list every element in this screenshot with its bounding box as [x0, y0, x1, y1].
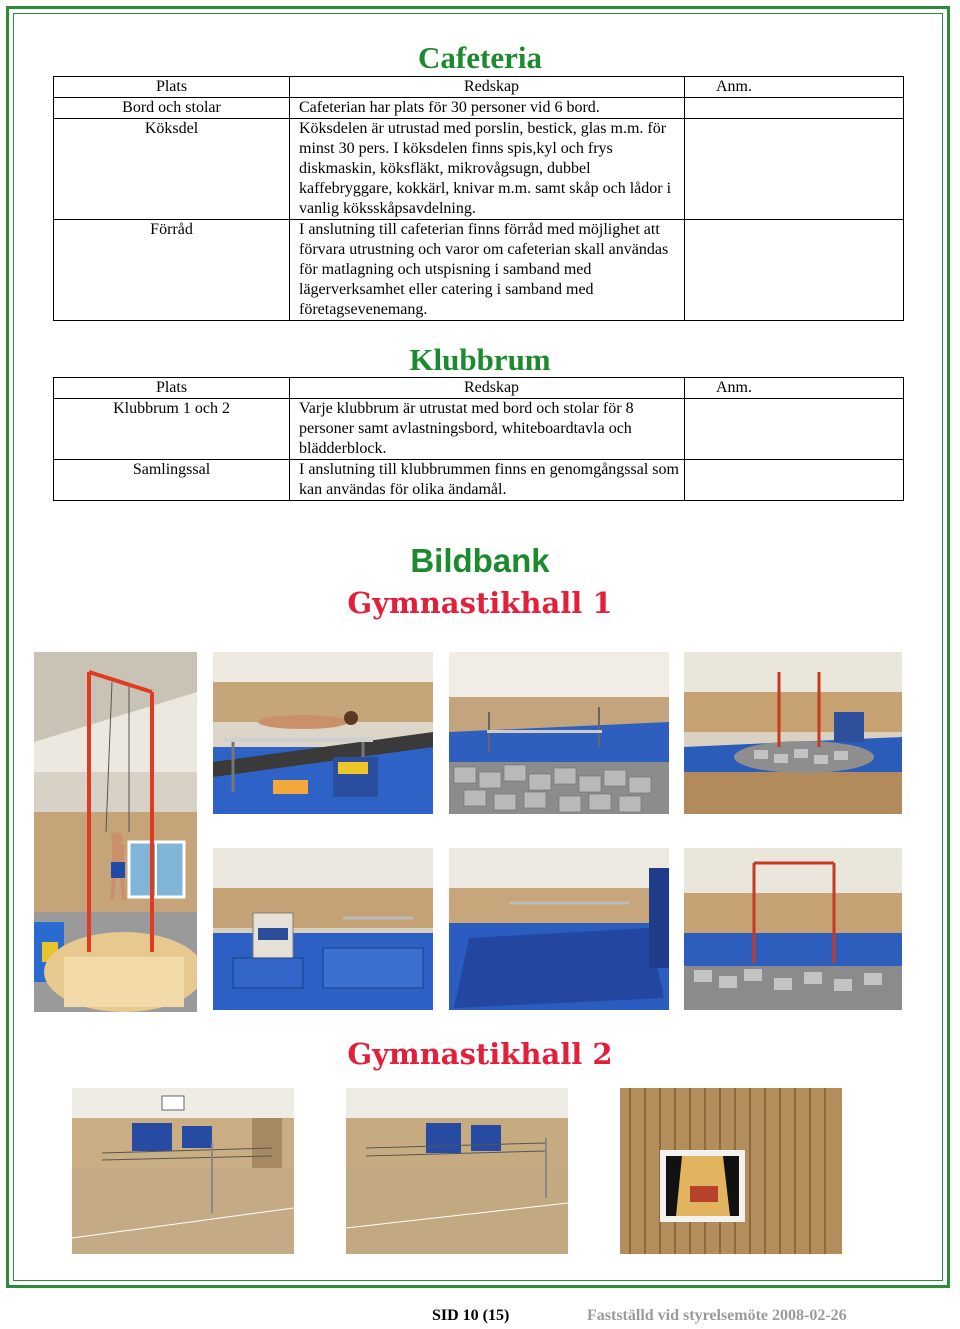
- table-header-row: [54, 378, 904, 399]
- gymnastikhall-2-title: Gymnastikhall 2: [347, 1037, 613, 1071]
- cell-anm: [685, 460, 904, 501]
- cafeteria-title: Cafeteria: [418, 40, 542, 75]
- table-row: [54, 220, 904, 321]
- header-redskap: Redskap: [290, 378, 685, 399]
- photo-vault-area: [213, 848, 433, 1010]
- cell-anm: [685, 98, 904, 119]
- photo-hall2-court-1: [72, 1088, 294, 1254]
- cell-anm: [685, 399, 904, 460]
- cafeteria-table: [53, 76, 904, 321]
- gymnastikhall-1-title: Gymnastikhall 1: [347, 586, 613, 620]
- photo-floor-mats: [449, 848, 669, 1010]
- cell-redskap: Köksdelen är utrustad med porslin, bestick, glas m.m. för minst 30 pers. I köksdelen finns spis,kyl och frys diskmaskin, köksfläkt, mikrovågsugn, dubbel kaffebryggare, kokkärl, knivar m.m. samt skåp och lådor i vanlig köksskåpsavdelning.: [290, 119, 685, 220]
- klubbrum-title: Klubbrum: [409, 342, 551, 377]
- table-row: [54, 460, 904, 501]
- klubbrum-table: [53, 377, 904, 501]
- photo-hall-overview-2: [684, 848, 902, 1010]
- cell-plats: Bord och stolar: [54, 98, 290, 119]
- photo-hall2-court-2: [346, 1088, 568, 1254]
- cell-redskap: Cafeterian har plats för 30 personer vid 6 bord.: [290, 98, 685, 119]
- page-number: SID 10 (15): [432, 1307, 510, 1324]
- header-redskap: Redskap: [290, 77, 685, 98]
- photo-hall2-window: [620, 1088, 842, 1254]
- table-row: [54, 98, 904, 119]
- cell-redskap: I anslutning till klubbrummen finns en genomgångssal som kan användas för olika ändamål.: [290, 460, 685, 501]
- header-plats: Plats: [54, 77, 290, 98]
- photo-foam-pit: [449, 652, 669, 814]
- cell-plats: Klubbrum 1 och 2: [54, 399, 290, 460]
- page-footer: [0, 1307, 960, 1329]
- photo-hall-overview-1: [684, 652, 902, 814]
- header-anm: Anm.: [685, 77, 904, 98]
- cell-plats: Samlingssal: [54, 460, 290, 501]
- table-row: [54, 399, 904, 460]
- cell-redskap: Varje klubbrum är utrustat med bord och stolar för 8 personer samt avlastningsbord, whiteboardtavla och blädderblock.: [290, 399, 685, 460]
- photo-parallel-bars: [213, 652, 433, 814]
- header-plats: Plats: [54, 378, 290, 399]
- header-anm: Anm.: [685, 378, 904, 399]
- approval-note: Fastställd vid styrelsemöte 2008-02-26: [587, 1307, 847, 1324]
- table-header-row: [54, 77, 904, 98]
- cell-anm: [685, 220, 904, 321]
- cell-anm: [685, 119, 904, 220]
- bildbank-title: Bildbank: [410, 542, 550, 579]
- cell-redskap: I anslutning till cafeterian finns förråd med möjlighet att förvara utrustning och varor om cafeterian skall användas för matlagning och utspisning i samband med lägerverksamhet eller catering i samband med företagsevenemang.: [290, 220, 685, 321]
- cell-plats: Köksdel: [54, 119, 290, 220]
- table-row: [54, 119, 904, 220]
- photo-rings-gymnast: [34, 652, 197, 1012]
- cell-plats: Förråd: [54, 220, 290, 321]
